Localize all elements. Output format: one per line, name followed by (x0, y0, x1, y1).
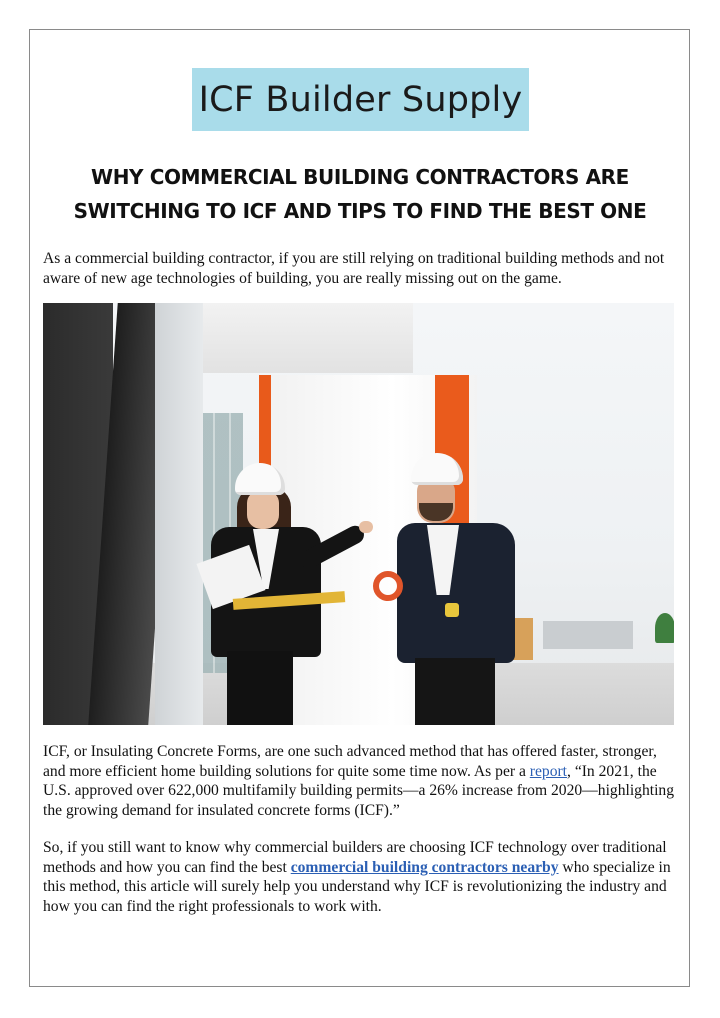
woman-hand (359, 521, 373, 533)
photo-canopy (193, 303, 413, 373)
photo-man-contractor (383, 453, 533, 725)
closing-text-end: who specialize in this method, this article will surely help you understand why ICF is revolutionizing the industry and how you can find the right professionals to work with. (43, 858, 671, 915)
title-line-1: WHY COMMERCIAL BUILDING CONTRACTORS ARE (91, 165, 629, 189)
woman-face (247, 491, 279, 529)
photo-woman-contractor (193, 463, 353, 725)
article-title (40, 160, 680, 228)
icf-text-end: , “In 2021, the U.S. approved over 622,000 multifamily building permits—a 26% increase from 2020—highlighting the growing demand for insulated concrete forms (ICF).” (43, 762, 675, 819)
ear-muffs (373, 571, 403, 601)
contractors-photo (43, 303, 674, 725)
tape-measure (445, 603, 459, 617)
logo-banner (192, 68, 529, 131)
contractors-nearby-link[interactable]: commercial building contractors nearby (290, 858, 559, 876)
closing-text-start: So, if you still want to know why commercial builders are choosing ICF technology over traditional methods and how you can find the best (43, 839, 667, 876)
logo-text: ICF Builder Supply (198, 79, 523, 120)
title-line-2: SWITCHING TO ICF AND TIPS TO FIND THE BEST ONE (73, 199, 647, 223)
woman-hardhat (235, 463, 285, 495)
icf-text-start: ICF, or Insulating Concrete Forms, are one such advanced method that has offered faster, stronger, and more efficient home building solutions for quite some time now. As per a (43, 743, 657, 780)
icf-paragraph (43, 742, 683, 820)
photo-tree (655, 613, 674, 643)
report-link[interactable]: report (529, 762, 568, 780)
intro-paragraph: As a commercial building contractor, if you are still relying on traditional building methods and not aware of new age technologies of building, you are really missing out on the game. (43, 250, 665, 287)
photo-bg-building (543, 621, 633, 649)
man-hardhat (411, 453, 463, 485)
man-trousers (415, 658, 495, 725)
closing-paragraph (43, 838, 683, 916)
woman-trousers (227, 651, 293, 725)
